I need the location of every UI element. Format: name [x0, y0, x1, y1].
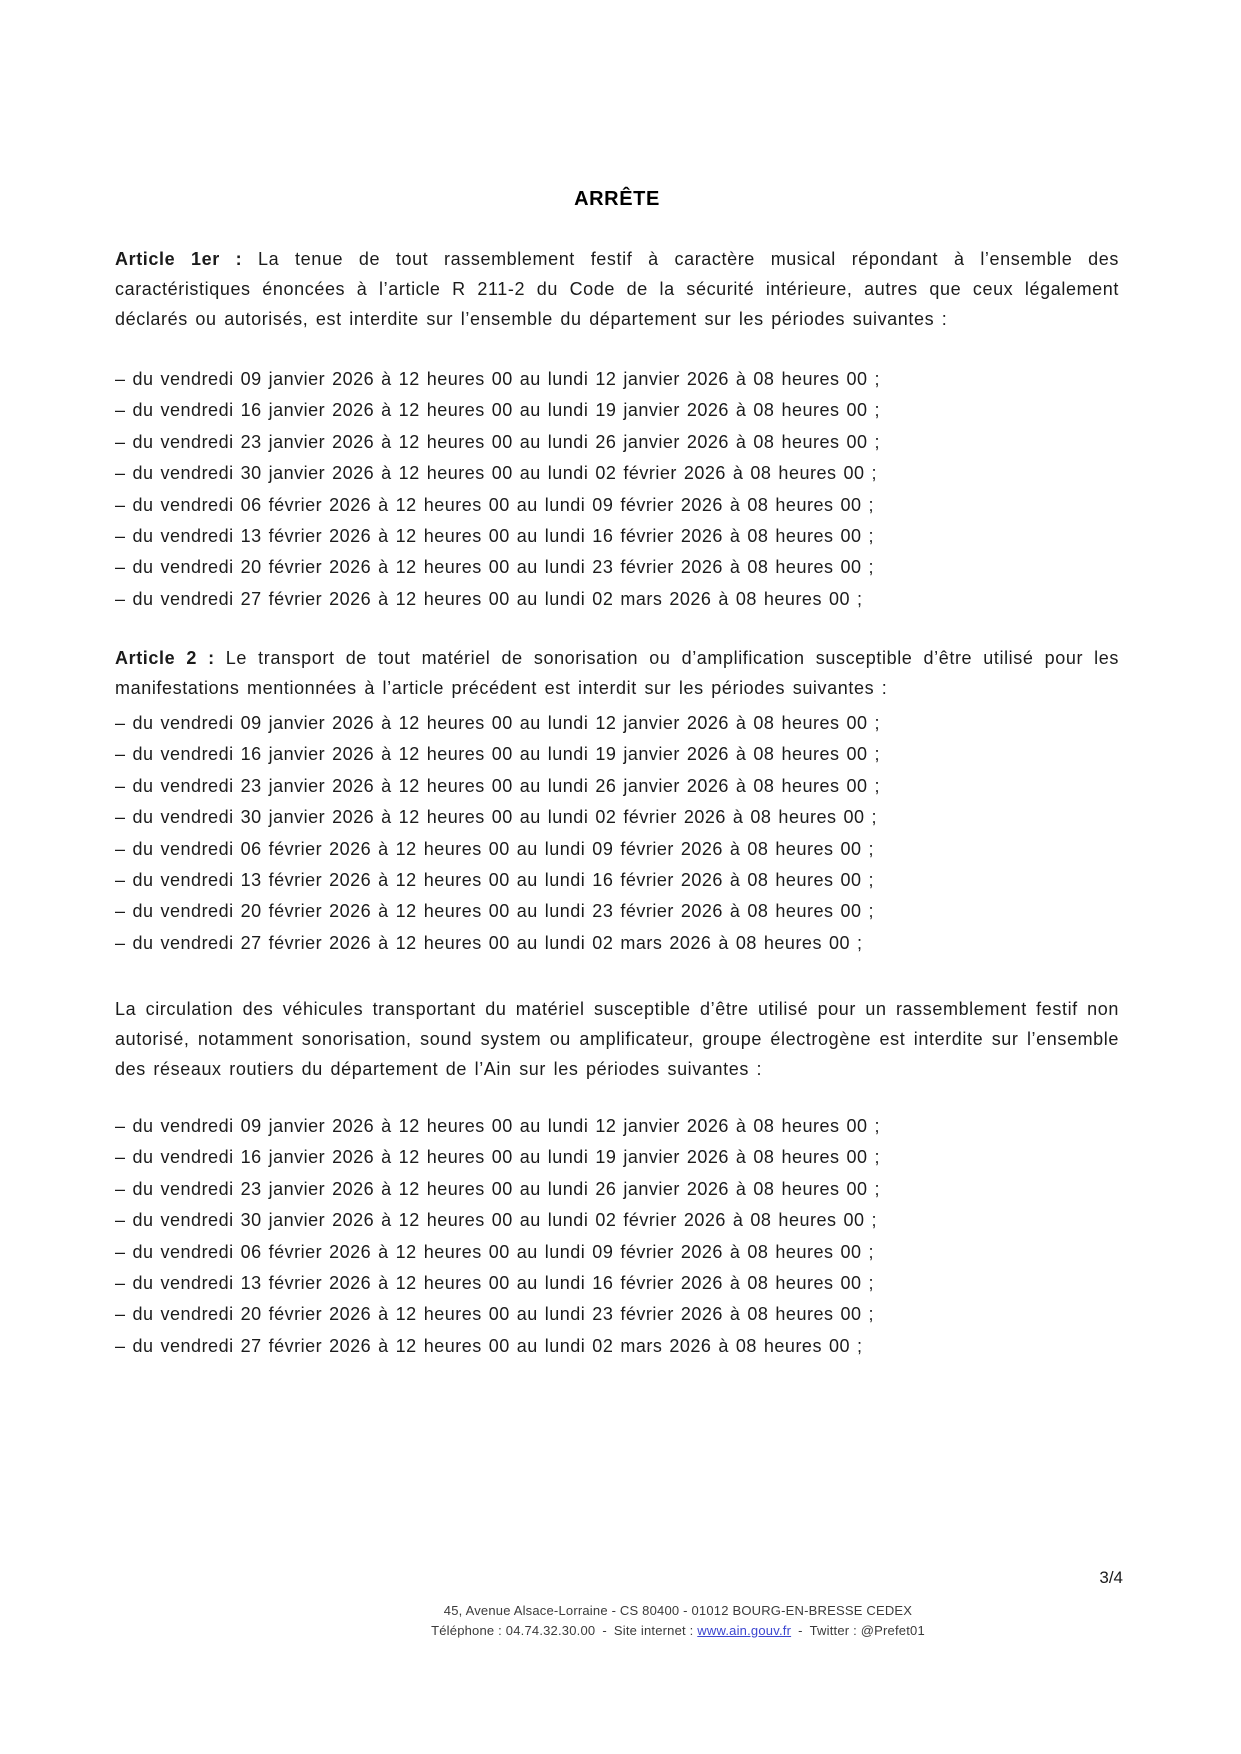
- period-item: – du vendredi 16 janvier 2026 à 12 heures 00 au lundi 19 janvier 2026 à 08 heures 00 ;: [115, 400, 881, 421]
- article-1-paragraph: [115, 244, 1119, 334]
- article-2-text: Le transport de tout matériel de sonorisation ou d’amplification susceptible d’être utilisé pour les manifestations mentionnées à l’article précédent est interdit sur les périodes suivantes :: [115, 648, 1119, 698]
- article-2-paragraph: [115, 643, 1119, 703]
- period-item: – du vendredi 20 février 2026 à 12 heures 00 au lundi 23 février 2026 à 08 heures 00 ;: [115, 901, 874, 922]
- period-item: – du vendredi 30 janvier 2026 à 12 heures 00 au lundi 02 février 2026 à 08 heures 00 ;: [115, 463, 877, 484]
- footer-separator: -: [602, 1622, 607, 1638]
- period-item: – du vendredi 23 janvier 2026 à 12 heures 00 au lundi 26 janvier 2026 à 08 heures 00 ;: [115, 1178, 881, 1199]
- period-item: – du vendredi 27 février 2026 à 12 heures 00 au lundi 02 mars 2026 à 08 heures 00 ;: [115, 1335, 863, 1356]
- article-1-label: Article 1er :: [115, 249, 243, 269]
- period-item: – du vendredi 27 février 2026 à 12 heures 00 au lundi 02 mars 2026 à 08 heures 00 ;: [115, 932, 863, 953]
- period-item: – du vendredi 30 janvier 2026 à 12 heures 00 au lundi 02 février 2026 à 08 heures 00 ;: [115, 1210, 877, 1231]
- footer-site-link[interactable]: www.ain.gouv.fr: [697, 1622, 792, 1638]
- periods-list-article-1: [115, 364, 1119, 615]
- period-item: – du vendredi 09 janvier 2026 à 12 heures 00 au lundi 12 janvier 2026 à 08 heures 00 ;: [115, 1116, 881, 1136]
- period-item: – du vendredi 13 février 2026 à 12 heures 00 au lundi 16 février 2026 à 08 heures 00 ;: [115, 526, 874, 547]
- period-item: – du vendredi 06 février 2026 à 12 heures 00 au lundi 09 février 2026 à 08 heures 00 ;: [115, 494, 874, 515]
- document-body: [115, 0, 1119, 1754]
- footer-separator: -: [798, 1622, 803, 1638]
- article-1-text: La tenue de tout rassemblement festif à caractère musical répondant à l’ensemble des caractéristiques énoncées à l’article R 211-2 du Code de la sécurité intérieure, autres que ceux légalement déclarés ou autorisés, est interdite sur l’ensemble du département sur les périodes suivantes :: [115, 249, 1119, 329]
- period-item: – du vendredi 30 janvier 2026 à 12 heures 00 au lundi 02 février 2026 à 08 heures 00 ;: [115, 807, 877, 828]
- period-item: – du vendredi 20 février 2026 à 12 heures 00 au lundi 23 février 2026 à 08 heures 00 ;: [115, 1304, 874, 1325]
- period-item: – du vendredi 20 février 2026 à 12 heures 00 au lundi 23 février 2026 à 08 heures 00 ;: [115, 557, 874, 578]
- period-item: – du vendredi 09 janvier 2026 à 12 heures 00 au lundi 12 janvier 2026 à 08 heures 00 ;: [115, 713, 881, 733]
- footer-address: 45, Avenue Alsace-Lorraine - CS 80400 - 01012 BOURG-EN-BRESSE CEDEX: [443, 1603, 913, 1618]
- period-item: – du vendredi 23 janvier 2026 à 12 heures 00 au lundi 26 janvier 2026 à 08 heures 00 ;: [115, 431, 881, 452]
- period-item: – du vendredi 16 janvier 2026 à 12 heures 00 au lundi 19 janvier 2026 à 08 heures 00 ;: [115, 1147, 881, 1168]
- period-item: – du vendredi 16 janvier 2026 à 12 heures 00 au lundi 19 janvier 2026 à 08 heures 00 ;: [115, 744, 881, 765]
- footer-site-label: Site internet :: [613, 1622, 694, 1638]
- periods-list-circulation: [115, 1111, 1119, 1362]
- periods-list-article-2: [115, 708, 1119, 959]
- article-2-label: Article 2 :: [115, 648, 215, 668]
- period-item: – du vendredi 13 février 2026 à 12 heures 00 au lundi 16 février 2026 à 08 heures 00 ;: [115, 1273, 874, 1294]
- period-item: – du vendredi 13 février 2026 à 12 heures 00 au lundi 16 février 2026 à 08 heures 00 ;: [115, 870, 874, 891]
- footer-phone: Téléphone : 04.74.32.30.00: [431, 1622, 596, 1638]
- page-number: 3/4: [1099, 1568, 1123, 1587]
- circulation-paragraph: La circulation des véhicules transportant du matériel susceptible d’être utilisé pour un rassemblement festif non autorisé, notamment sonorisation, sound system ou amplificateur, groupe électrogène est interdite sur l’ensemble des réseaux routiers du département de l’Ain sur les périodes suivantes :: [115, 999, 1119, 1079]
- footer: [0, 1601, 1241, 1640]
- footer-twitter: Twitter : @Prefet01: [809, 1622, 925, 1638]
- period-item: – du vendredi 23 janvier 2026 à 12 heures 00 au lundi 26 janvier 2026 à 08 heures 00 ;: [115, 775, 881, 796]
- period-item: – du vendredi 06 février 2026 à 12 heures 00 au lundi 09 février 2026 à 08 heures 00 ;: [115, 838, 874, 859]
- period-item: – du vendredi 06 février 2026 à 12 heures 00 au lundi 09 février 2026 à 08 heures 00 ;: [115, 1241, 874, 1262]
- footer-contact-line: [115, 1621, 1241, 1641]
- page-title: ARRÊTE: [574, 188, 660, 210]
- period-item: – du vendredi 09 janvier 2026 à 12 heures 00 au lundi 12 janvier 2026 à 08 heures 00 ;: [115, 369, 881, 389]
- period-item: – du vendredi 27 février 2026 à 12 heures 00 au lundi 02 mars 2026 à 08 heures 00 ;: [115, 588, 863, 609]
